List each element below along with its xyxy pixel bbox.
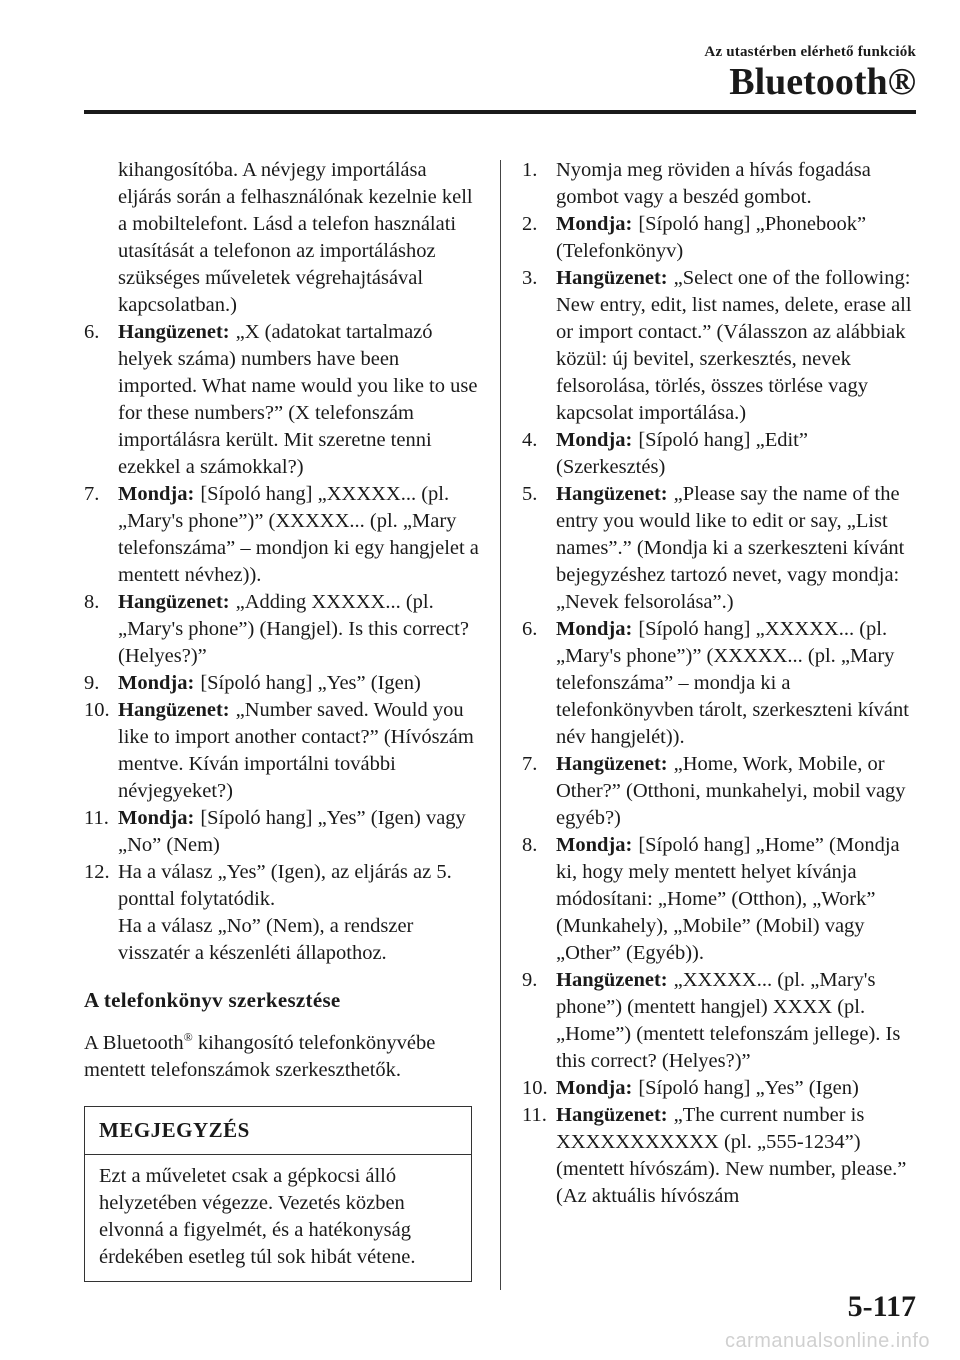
column-divider xyxy=(500,160,501,1290)
right-column xyxy=(522,157,916,1210)
step-number: 8. xyxy=(84,591,100,613)
continuation-text: kihangosítóba. A névjegy importálása eljárás során a felhasználónak kezelnie kell a mobiltelefont. Lásd a telefon használati utasítását a telefonon az importáláshoz szükséges műveletek végrehajtásával kapcsolatban.) xyxy=(118,159,473,316)
step-item xyxy=(84,319,480,481)
step-label: Hangüzenet: xyxy=(556,1104,668,1126)
step-body xyxy=(118,670,480,697)
step-item xyxy=(522,751,916,832)
right-steps xyxy=(522,157,916,1210)
note-body: Ezt a műveletet csak a gépkocsi álló helyzetében végezze. Vezetés közben elvonná a figyelmét, és a hatékonyság érdekében esetleg túl sok hibát vétene. xyxy=(99,1164,416,1268)
step-item xyxy=(522,967,916,1075)
step-text: „The current number is XXXXXXXXXXX (pl. „555-1234”) (mentett hívószám). New number, please.” (Az aktuális hívószám xyxy=(556,1104,907,1207)
step-number: 7. xyxy=(522,753,538,775)
step-text: „XXXXX... (pl. „Mary's phone”) (mentett hangjel) XXXX (pl. „Home”) (mentett telefonszám jellege). Is this correct? (Helyes?)” xyxy=(556,969,901,1072)
note-title: MEGJEGYZÉS xyxy=(85,1107,471,1155)
step-body xyxy=(556,1075,916,1102)
step-number: 9. xyxy=(84,672,100,694)
step-body xyxy=(556,1102,916,1210)
step-text: [Sípoló hang] „Edit” (Szerkesztés) xyxy=(556,429,808,478)
section-intro: A Bluetooth® kihangosító telefonkönyvébe mentett telefonszámok szerkeszthetők. xyxy=(84,1030,436,1081)
step-number: 1. xyxy=(522,159,538,181)
note-box xyxy=(84,1106,472,1282)
step-text-extra: Ha a válasz „No” (Nem), a rendszer visszatér a készenléti állapothoz. xyxy=(118,915,414,964)
step-number: 11. xyxy=(522,1104,547,1126)
step-number: 6. xyxy=(84,321,100,343)
step-text: [Sípoló hang] „Yes” (Igen) xyxy=(638,1077,859,1099)
step-item xyxy=(522,616,916,751)
step-number: 11. xyxy=(84,807,109,829)
step-item xyxy=(522,832,916,967)
step-item xyxy=(84,589,480,670)
step-item xyxy=(84,670,480,697)
step-number: 10. xyxy=(84,699,110,721)
step-number: 8. xyxy=(522,834,538,856)
step-item xyxy=(522,1075,916,1102)
page-number: 5-117 xyxy=(847,1290,916,1323)
watermark: carmanualsonline.info xyxy=(724,1330,930,1352)
step-body xyxy=(118,805,480,859)
section-title: A telefonkönyv szerkesztése xyxy=(84,988,341,1012)
step-number: 10. xyxy=(522,1077,548,1099)
step-text: [Sípoló hang] „Phonebook” (Telefonkönyv) xyxy=(556,213,867,262)
step-item xyxy=(522,157,916,211)
step-label: Mondja: xyxy=(556,1077,633,1099)
step-item xyxy=(522,1102,916,1210)
running-header-subtitle: Az utastérben elérhető funkciók xyxy=(704,44,916,60)
step-label: Mondja: xyxy=(118,672,195,694)
step-number: 2. xyxy=(522,213,538,235)
step-label: Mondja: xyxy=(556,213,633,235)
left-steps xyxy=(84,319,480,967)
step-body xyxy=(118,697,480,805)
step-number: 5. xyxy=(522,483,538,505)
step-body xyxy=(556,832,916,967)
step-number: 4. xyxy=(522,429,538,451)
header-rule xyxy=(84,110,916,114)
step-label: Mondja: xyxy=(118,483,195,505)
step-body xyxy=(556,967,916,1075)
step-label: Hangüzenet: xyxy=(118,591,230,613)
step-label: Hangüzenet: xyxy=(118,699,230,721)
step-number: 6. xyxy=(522,618,538,640)
step-text: „X (adatokat tartalmazó helyek száma) numbers have been imported. What name would you like to use for these numbers?” (X telefonszám importálásra került. Mit szeretne tenni ezekkel a számokkal?) xyxy=(118,321,478,478)
step-label: Hangüzenet: xyxy=(556,969,668,991)
step-text: „Home, Work, Mobile, or Other?” (Otthoni, munkahelyi, mobil vagy egyéb?) xyxy=(556,753,906,829)
step-label: Mondja: xyxy=(118,807,195,829)
step-number: 9. xyxy=(522,969,538,991)
step-text: [Sípoló hang] „XXXXX... (pl. „Mary's phone”)” (XXXXX... (pl. „Mary telefonszáma” – mondja ki a telefonkönyvben tárolt, szerkeszteni kívánt név hangjelét)). xyxy=(556,618,909,748)
step-item xyxy=(84,481,480,589)
running-header-title: Bluetooth® xyxy=(729,61,916,103)
step-body xyxy=(556,427,916,481)
step-label: Hangüzenet: xyxy=(556,267,668,289)
step-label: Mondja: xyxy=(556,834,633,856)
step-label: Hangüzenet: xyxy=(118,321,230,343)
step-item xyxy=(522,427,916,481)
step-text: „Select one of the following: New entry, edit, list names, delete, erase all or import contact.” (Válasszon az alábbiak közül: új bevitel, szerkesztés, nevek felsorolása, törlés, összes törlése vagy kapcsolat importálása.) xyxy=(556,267,912,424)
step-body xyxy=(556,616,916,751)
step-item xyxy=(522,265,916,427)
step-text: [Sípoló hang] „Yes” (Igen) xyxy=(200,672,421,694)
step-body xyxy=(118,319,480,481)
step-text: [Sípoló hang] „Home” (Mondja ki, hogy mely mentett helyet kívánja módosítani: „Home” (Otthon), „Work” (Munkahely), „Mobile” (Mobil) vagy „Other” (Egyéb)). xyxy=(556,834,900,964)
step-label: Mondja: xyxy=(556,429,633,451)
registered-mark: ® xyxy=(183,1030,193,1044)
step-body xyxy=(556,751,916,832)
step-text: Ha a válasz „Yes” (Igen), az eljárás az 5. ponttal folytatódik. xyxy=(118,861,452,910)
step-body xyxy=(118,481,480,589)
step-body xyxy=(556,265,916,427)
step-label: Hangüzenet: xyxy=(556,483,668,505)
step-item xyxy=(522,211,916,265)
step-number: 7. xyxy=(84,483,100,505)
step-number: 12. xyxy=(84,861,110,883)
step-body xyxy=(556,481,916,616)
step-item xyxy=(84,859,480,967)
step-label: Hangüzenet: xyxy=(556,753,668,775)
step-label: Mondja: xyxy=(556,618,633,640)
step-text: „Adding XXXXX... (pl. „Mary's phone”) (Hangjel). Is this correct? (Helyes?)” xyxy=(118,591,469,667)
step-text: Nyomja meg röviden a hívás fogadása gombot vagy a beszéd gombot. xyxy=(556,159,871,208)
step-number: 3. xyxy=(522,267,538,289)
step-body xyxy=(118,859,480,967)
step-body xyxy=(556,157,916,211)
step-body xyxy=(556,211,916,265)
step-item xyxy=(84,805,480,859)
step-text: [Sípoló hang] „XXXXX... (pl. „Mary's phone”)” (XXXXX... (pl. „Mary telefonszáma” – mondjon ki egy hangjelet a mentett névhez)). xyxy=(118,483,479,586)
step-item xyxy=(84,697,480,805)
step-item xyxy=(522,481,916,616)
step-body xyxy=(118,589,480,670)
step-text: „Number saved. Would you like to import another contact?” (Hívószám mentve. Kíván importálni további névjegyeket?) xyxy=(118,699,474,802)
step-text: „Please say the name of the entry you would like to edit or say, „List names”.” (Mondja ki a szerkeszteni kívánt bejegyzéshez tartozó nevet, vagy mondja: „Nevek felsorolása”.) xyxy=(556,483,905,613)
left-column xyxy=(84,157,480,1282)
step-text: [Sípoló hang] „Yes” (Igen) vagy „No” (Nem) xyxy=(118,807,466,856)
